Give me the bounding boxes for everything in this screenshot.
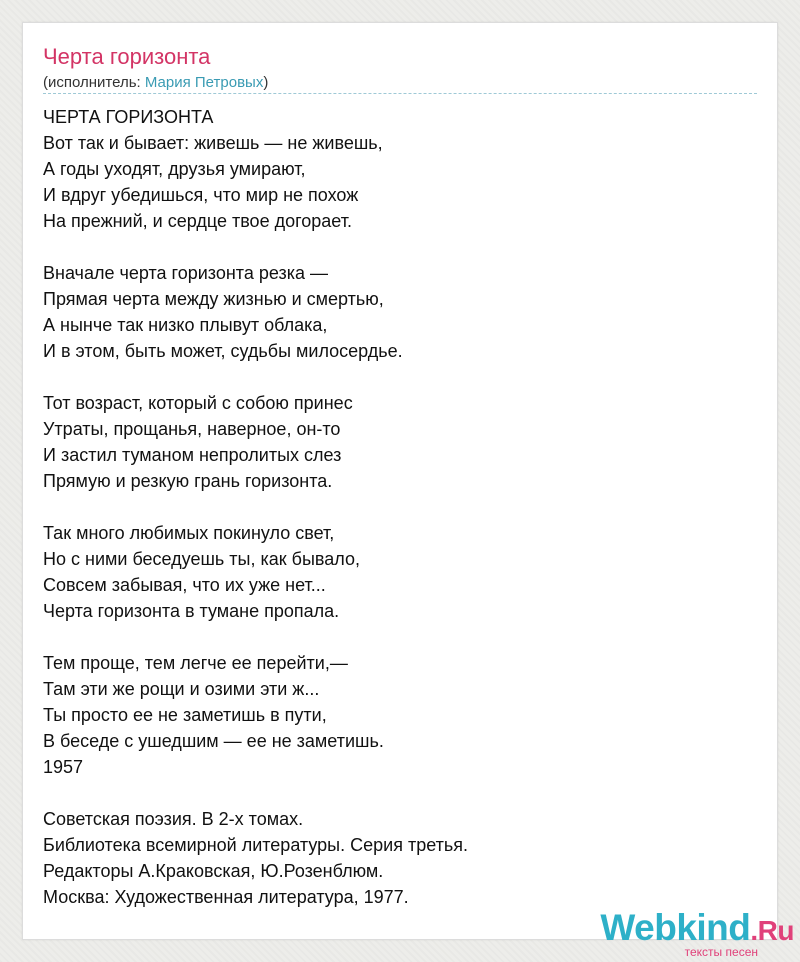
header-divider: [43, 93, 757, 94]
lyric-line: И в этом, быть может, судьбы милосердье.: [43, 341, 403, 361]
site-logo[interactable]: [600, 909, 794, 958]
lyric-line: Прямая черта между жизнью и смертью,: [43, 289, 384, 309]
logo-name: Webkind: [600, 907, 751, 948]
lyric-line: Прямую и резкую грань горизонта.: [43, 471, 333, 491]
byline-suffix: ): [263, 74, 269, 91]
lyric-line: Вначале черта горизонта резка —: [43, 263, 328, 283]
logo-dot: .: [750, 915, 758, 946]
lyric-line: Редакторы А.Краковская, Ю.Розенблюм.: [43, 861, 384, 881]
song-title: Черта горизонта: [43, 44, 211, 69]
lyric-line: ЧЕРТА ГОРИЗОНТА: [43, 107, 214, 127]
artist-link[interactable]: Мария Петровых: [144, 74, 264, 91]
stanza-break: [43, 624, 468, 650]
lyric-line: Совсем забывая, что их уже нет...: [43, 575, 326, 595]
lyrics-card: [22, 22, 778, 940]
stanza-break: [43, 780, 468, 806]
stanza-break: [43, 494, 468, 520]
byline-prefix: (исполнитель:: [43, 74, 145, 91]
lyric-line: Утраты, прощанья, наверное, он-то: [43, 419, 341, 439]
lyrics-text: [43, 104, 468, 910]
lyric-line: Так много любимых покинуло свет,: [43, 523, 335, 543]
lyric-line: На прежний, и сердце твое догорает.: [43, 211, 352, 231]
lyric-line: Но с ними беседуешь ты, как бывало,: [43, 549, 360, 569]
lyric-line: Тем проще, тем легче ее перейти,—: [43, 653, 348, 673]
lyric-line: Вот так и бывает: живешь — не живешь,: [43, 133, 383, 153]
lyric-line: 1957: [43, 757, 84, 777]
logo-tagline: тексты песен: [684, 945, 758, 959]
lyric-line: А годы уходят, друзья умирают,: [43, 159, 306, 179]
logo-wordmark: [600, 909, 794, 950]
lyric-line: И застил туманом непролитых слез: [43, 445, 342, 465]
lyric-line: Библиотека всемирной литературы. Серия третья.: [43, 835, 468, 855]
lyric-line: Тот возраст, который с собою принес: [43, 393, 353, 413]
lyric-line: А нынче так низко плывут облака,: [43, 315, 328, 335]
lyric-line: И вдруг убедишься, что мир не похож: [43, 185, 359, 205]
logo-tld: Ru: [757, 915, 794, 946]
stanza-break: [43, 234, 468, 260]
lyric-line: Москва: Художественная литература, 1977.: [43, 887, 409, 907]
artist-byline: [43, 73, 268, 93]
lyric-line: В беседе с ушедшим — ее не заметишь.: [43, 731, 384, 751]
lyric-line: Советская поэзия. В 2-х томах.: [43, 809, 304, 829]
lyric-line: Ты просто ее не заметишь в пути,: [43, 705, 327, 725]
lyric-line: Черта горизонта в тумане пропала.: [43, 601, 340, 621]
stanza-break: [43, 364, 468, 390]
lyric-line: Там эти же рощи и озими эти ж...: [43, 679, 320, 699]
